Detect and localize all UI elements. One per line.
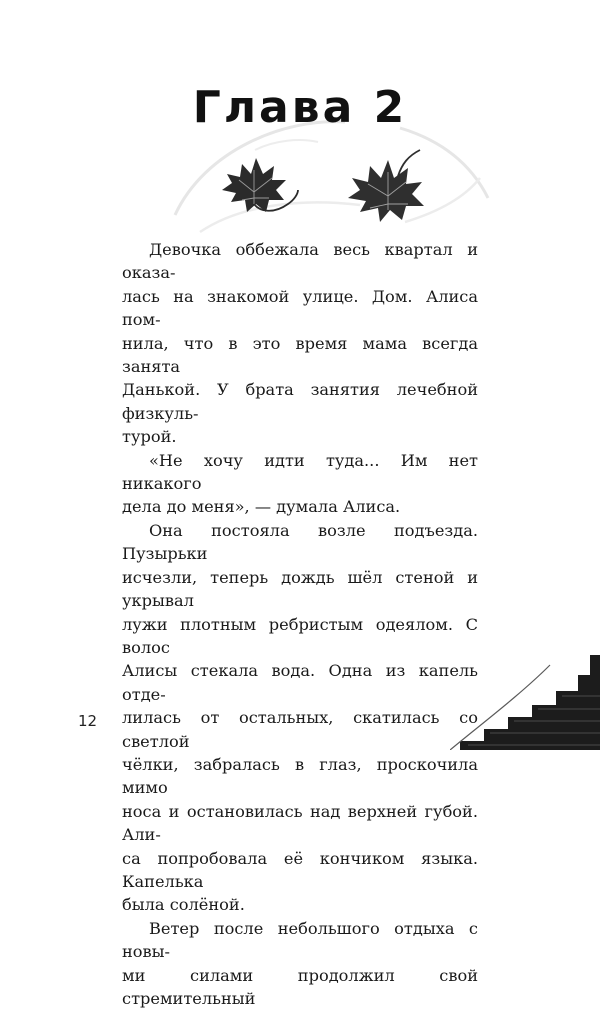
text-line: нила, что в это время мама всегда занята (122, 333, 478, 377)
text-line: лужи плотным ребристым одеялом. С волос (122, 614, 478, 657)
text-line: исчезли, теперь дождь шёл стеной и укрывал (122, 567, 478, 611)
text-line: лилась от остальных, скатилась со светлой (122, 708, 478, 751)
text-line: ми силами продолжил свой стремительный (122, 965, 478, 1008)
page-number: 12 (78, 712, 98, 730)
text-line: носа и остановилась над верхней губой. Али- (122, 801, 478, 845)
text-line: Ветер после небольшого отдыха с новы- (122, 918, 478, 962)
text-line: была солёной. (122, 895, 245, 915)
text-line: чёлки, забралась в глаз, проскочила мимо (122, 754, 478, 798)
chapter-title: Глава 2 (192, 82, 408, 133)
text-line: Девочка оббежала весь квартал и оказа- (122, 240, 478, 283)
text-line: дела до меня», — думала Алиса. (122, 497, 401, 517)
story-text (122, 238, 478, 1010)
text-line: лась на знакомой улице. Дом. Алиса пом- (122, 286, 478, 330)
staircase-illustration (450, 655, 600, 750)
text-line: турой. (122, 427, 177, 447)
maple-leaf-icon (336, 148, 436, 230)
text-line: Алисы стекала вода. Одна из капель отде- (122, 661, 478, 704)
text-line: «Не хочу идти туда... Им нет никакого (122, 450, 478, 494)
text-line: Данькой. У брата занятия лечебной физкуль- (122, 380, 478, 423)
text-line: са попробовала её кончиком языка. Капелька (122, 848, 478, 891)
maple-leaf-icon (214, 150, 304, 220)
text-line: Она постояла возле подъезда. Пузырьки (122, 520, 478, 564)
